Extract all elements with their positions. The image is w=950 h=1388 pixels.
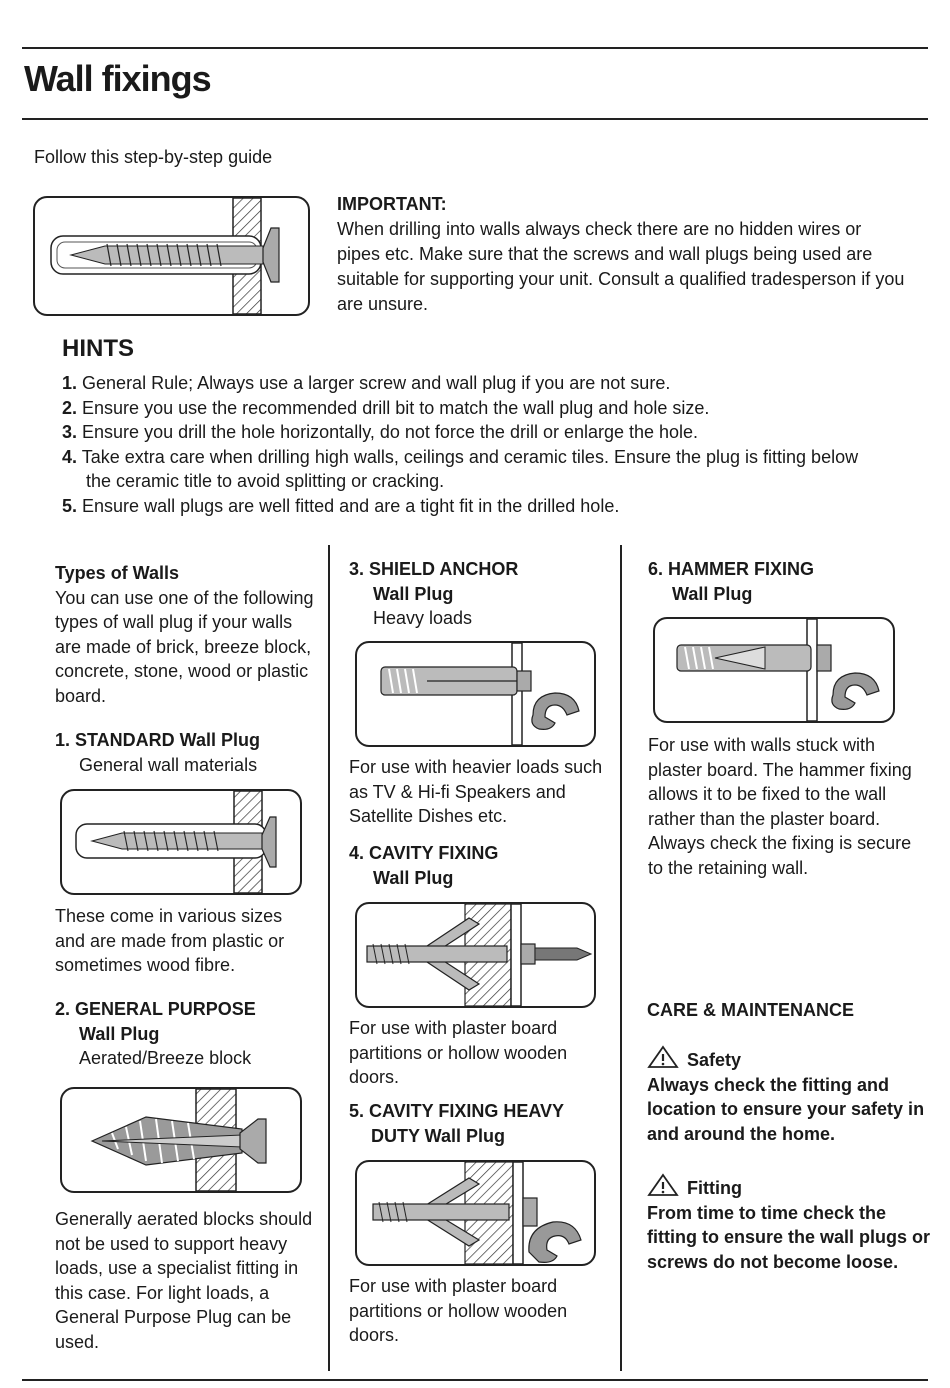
standard-plug-illustration: [60, 789, 302, 895]
shield-heading-2: Wall Plug: [373, 583, 454, 604]
safety-section: [647, 1045, 937, 1146]
title-rule: [22, 118, 928, 120]
bottom-rule: [22, 1379, 928, 1381]
standard-sub: General wall materials: [79, 754, 258, 775]
column-divider-1: [328, 545, 330, 1371]
shield-sub: Heavy loads: [373, 608, 473, 628]
hint-item: 5. Ensure wall plugs are well fitted and are a tight fit in the drilled hole.: [62, 495, 620, 516]
hints-list: [62, 371, 912, 518]
important-body: When drilling into walls always check there are no hidden wires or pipes etc. Make sure that the screws and wall plugs being used are suitable for supporting your unit. Consult a qualified tradesperson if you are unsure.: [337, 219, 905, 314]
warning-triangle-icon: [647, 1173, 679, 1197]
care-heading: CARE & MAINTENANCE: [647, 1000, 854, 1020]
hints-heading: HINTS: [62, 335, 134, 362]
types-heading: Types of Walls: [55, 563, 180, 583]
general-purpose-section: [55, 997, 320, 1071]
hint-item: 2. Ensure you use the recommended drill bit to match the wall plug and hole size.: [62, 397, 710, 418]
cavity-heading-1: 4. CAVITY FIXING: [349, 843, 499, 863]
subtitle: Follow this step-by-step guide: [34, 147, 273, 167]
cavity-heavy-illustration: [355, 1160, 596, 1266]
cavity-heavy-heading-1: 5. CAVITY FIXING HEAVY: [349, 1101, 565, 1121]
shield-desc: For use with heavier loads such as TV & Hi-fi Speakers and Satellite Dishes etc.: [349, 757, 603, 826]
types-body: You can use one of the following types of wall plug if your walls are made of brick, breeze block, concrete, stone, wood or plastic board.: [55, 587, 314, 706]
fitting-heading: Fitting: [687, 1178, 742, 1198]
general-purpose-illustration: [60, 1087, 302, 1193]
screw-illustration: [33, 196, 310, 316]
page-title: Wall fixings: [24, 58, 211, 99]
hammer-heading-2: Wall Plug: [672, 583, 753, 604]
shield-anchor-section: [349, 557, 609, 631]
hammer-desc: For use with walls stuck with plaster board. The hammer fixing allows it to be fixed to the wall rather than the plaster board. Always check the fixing is secure to the retaining wall.: [648, 735, 912, 878]
shield-anchor-illustration: [355, 641, 596, 747]
shield-heading-1: 3. SHIELD ANCHOR: [349, 559, 519, 579]
fitting-body: From time to time check the fitting to ensure the wall plugs or screws do not become loose.: [647, 1202, 931, 1272]
cavity-section: [349, 841, 609, 890]
hammer-heading-1: 6. HAMMER FIXING: [648, 559, 815, 579]
fitting-section: [647, 1173, 937, 1274]
cavity-heading-2: Wall Plug: [373, 867, 454, 888]
general-purpose-heading-1: 2. GENERAL PURPOSE: [55, 999, 256, 1019]
cavity-heavy-heading-2: DUTY Wall Plug: [371, 1125, 506, 1146]
standard-heading: 1. STANDARD Wall Plug: [55, 730, 261, 750]
hint-item: 1. General Rule; Always use a larger screw and wall plug if you are not sure.: [62, 373, 671, 393]
types-of-walls: [55, 561, 315, 708]
cavity-illustration: [355, 902, 596, 1008]
general-purpose-desc: Generally aerated blocks should not be used to support heavy loads, use a specialist fitting in this case. For light loads, a General Purpose Plug can be used.: [55, 1209, 313, 1352]
column-divider-2: [620, 545, 622, 1371]
important-notice: [337, 192, 907, 317]
cavity-desc: For use with plaster board partitions or hollow wooden doors.: [349, 1018, 568, 1087]
standard-plug-section: [55, 728, 315, 777]
cavity-heavy-section: [349, 1099, 614, 1148]
safety-body: Always check the fitting and location to ensure your safety in and around the home.: [647, 1074, 925, 1144]
general-purpose-sub: Aerated/Breeze block: [79, 1048, 252, 1068]
hint-item: 3. Ensure you drill the hole horizontally, do not force the drill or enlarge the hole.: [62, 422, 699, 442]
warning-triangle-icon: [647, 1045, 679, 1069]
standard-desc: These come in various sizes and are made from plastic or sometimes wood fibre.: [55, 906, 285, 975]
top-rule: [22, 47, 928, 49]
hint-item: 4. Take extra care when drilling high walls, ceilings and ceramic tiles. Ensure the plug is fitting below the ceramic title to avoid splitting or cracking.: [62, 446, 859, 491]
hammer-illustration: [653, 617, 895, 723]
hammer-section: [648, 557, 918, 606]
safety-heading: Safety: [687, 1050, 742, 1070]
general-purpose-heading-2: Wall Plug: [79, 1023, 160, 1044]
cavity-heavy-desc: For use with plaster board partitions or hollow wooden doors.: [349, 1276, 568, 1345]
important-heading: IMPORTANT:: [337, 194, 447, 214]
